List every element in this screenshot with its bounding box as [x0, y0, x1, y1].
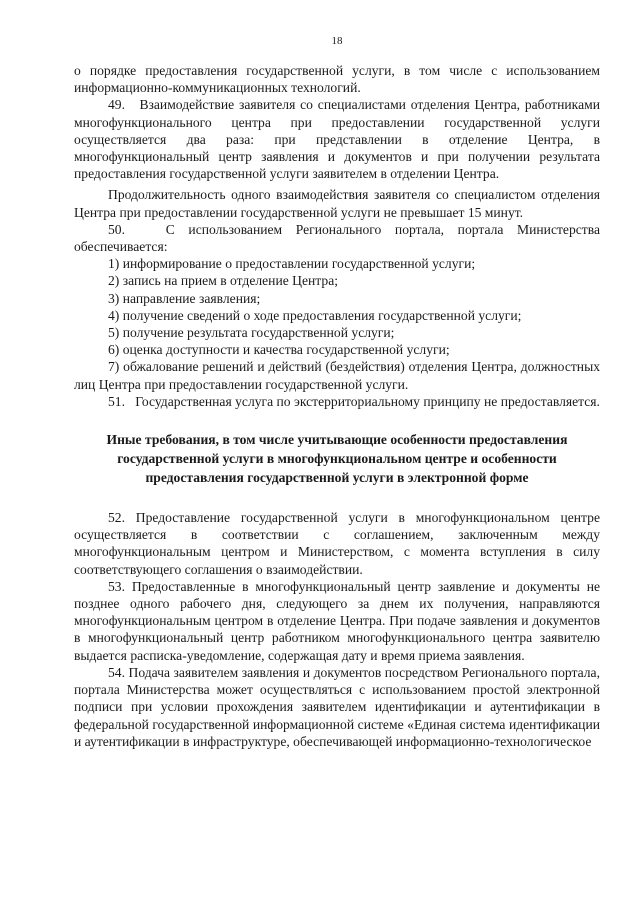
section-heading: Иные требования, в том числе учитывающие особенности предоставления государственной услуги в многофункциональном центре и особенности предоставления государственной услуги в электронной форме: [106, 432, 568, 486]
paragraph-53: 53. Предоставленные в многофункциональный центр заявление и документы не позднее одного рабочего дня, следующего за днем их получения, направляются многофункциональным центром в отделение Центра. При подаче заявления и документов в многофункциональный центр работником многофункционального центра заявителю выдается расписка-уведомление, содержащая дату и время приема заявления.: [74, 578, 600, 663]
list-item: 4) получение сведений о ходе предоставления государственной услуги;: [108, 307, 522, 323]
paragraph-50: 50. С использованием Регионального портала, портала Министерства обеспечивается:: [74, 221, 600, 255]
top-paragraphs: [74, 62, 600, 255]
paragraph-48-continuation: о порядке предоставления государственной услуги, в том числе с использованием информационно-коммуникационных технологий.: [74, 63, 600, 96]
paragraph-49: 49. Взаимодействие заявителя со специалистами отделения Центра, работниками многофункционального центра при предоставлении государственной услуги осуществляется два раза: при представлении в отделение Центра, в многофункциональный центр заявления и документов и при получении результата предоставления государственной услуги заявителем в отделении Центра.: [74, 97, 600, 182]
portal-services-list: [74, 255, 600, 393]
paragraph-49-duration: Продолжительность одного взаимодействия заявителя со специалистом отделения Центра при предоставлении государственной услуги не превышает 15 минут.: [74, 187, 600, 220]
bottom-paragraphs: [74, 509, 600, 750]
list-item: 7) обжалование решений и действий (бездействия) отделения Центра, должностных лиц Центра при предоставлении государственной услуги.: [74, 359, 600, 392]
list-item: 5) получение результата государственной услуги;: [108, 325, 395, 341]
list-item: 1) информирование о предоставлении государственной услуги;: [108, 256, 476, 272]
list-item: 3) направление заявления;: [108, 290, 261, 306]
paragraph-51: 51. Государственная услуга по экстерриториальному принципу не предоставляется.: [108, 393, 600, 409]
list-item: 6) оценка доступности и качества государственной услуги;: [108, 342, 450, 358]
paragraph-54: 54. Подача заявителем заявления и документов посредством Регионального портала, портала Министерства может осуществляться с использованием простой электронной подписи при условии прохождения заявителем идентификации и аутентификации в федеральной государственной информационной системе «Единая система идентификации и аутентификации в инфраструктуре, обеспечивающей информационно-технологическое: [74, 664, 600, 749]
page-number: 18: [331, 35, 343, 47]
paragraph-52: 52. Предоставление государственной услуги в многофункциональном центре осуществляется в соответствии с соглашением, заключенным между многофункциональным центром и Министерством, с момента вступления в силу соответствующего соглашения о взаимодействии.: [74, 510, 600, 577]
list-item: 2) запись на прием в отделение Центра;: [108, 273, 338, 289]
